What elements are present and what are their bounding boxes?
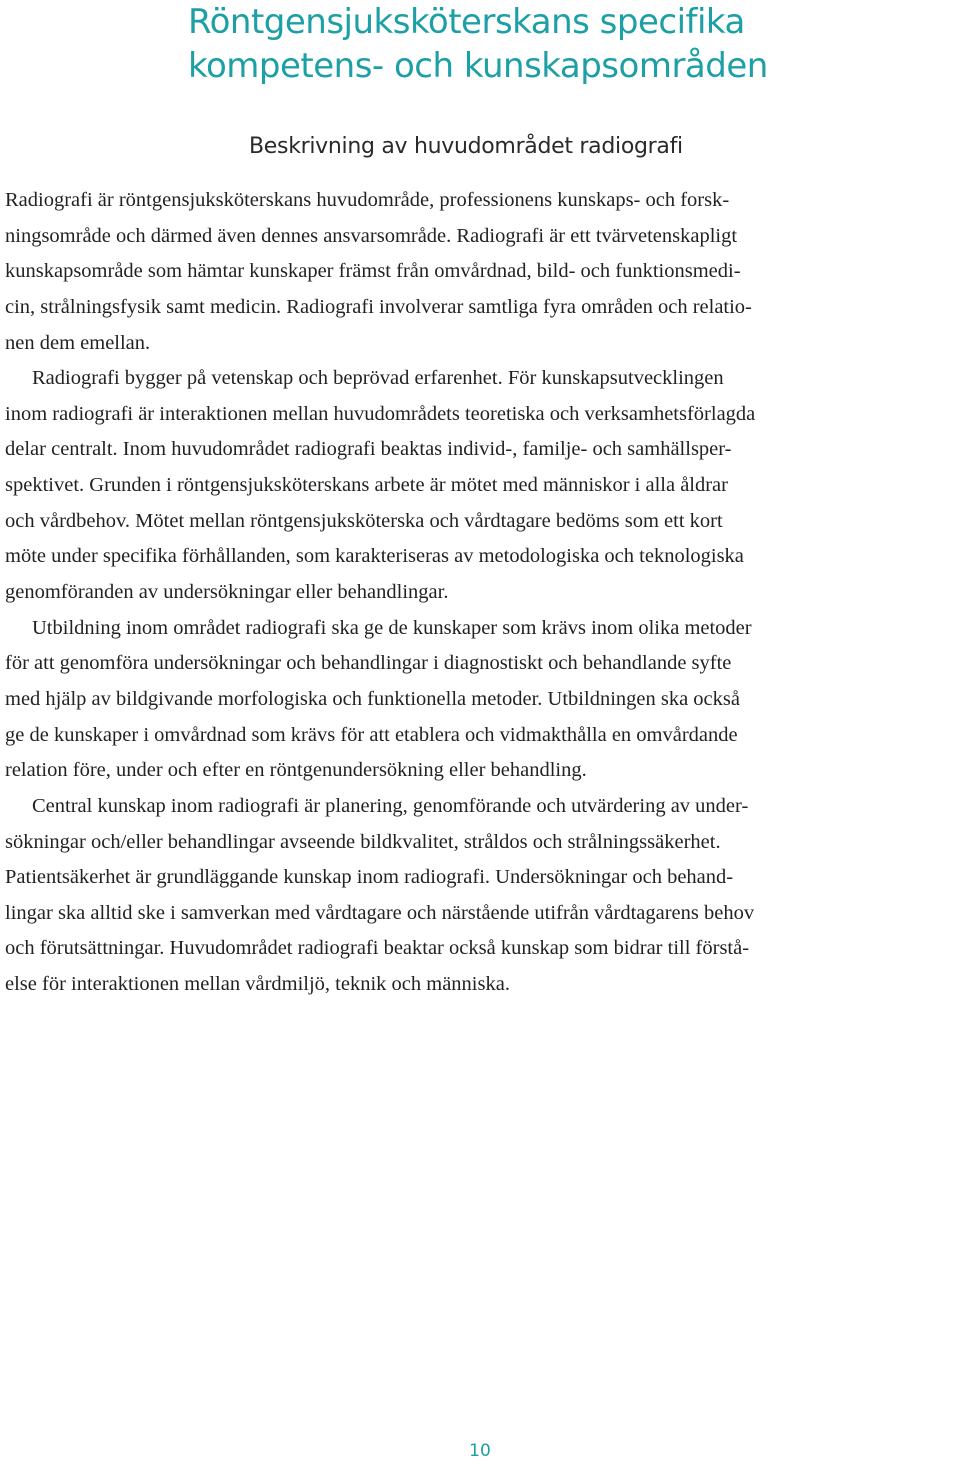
text-line: ningsområde och därmed även dennes ansvarsområde. Radiografi är ett tvärvetenskapligt: [5, 224, 738, 247]
text-line: delar centralt. Inom huvudområdet radiografi beaktas individ-, familje- och samhällsper-: [5, 438, 732, 461]
text-line: med hjälp av bildgivande morfologiska och funktionella metoder. Utbildningen ska också: [5, 687, 740, 710]
page-number: 10: [469, 1441, 491, 1461]
text-line: spektivet. Grunden i röntgensjuksköterskans arbete är mötet med människor i alla åldrar: [5, 474, 728, 497]
text-line: cin, strålningsfysik samt medicin. Radiografi involverar samtliga fyra områden och relatio-: [5, 295, 752, 318]
page-title-line-1: Röntgensjuksköterskans specifika: [188, 2, 745, 42]
text-line: lingar ska alltid ske i samverkan med vårdtagare och närstående utifrån vårdtagarens behov: [5, 901, 755, 924]
text-line: else för interaktionen mellan vårdmiljö, teknik och människa.: [5, 973, 510, 996]
text-line: nen dem emellan.: [5, 331, 151, 354]
body-text: [5, 183, 960, 1003]
text-line-paragraph-start: Utbildning inom området radiografi ska ge de kunskaper som krävs inom olika metoder: [32, 616, 752, 639]
text-line: Radiografi är röntgensjuksköterskans huvudområde, professionens kunskaps- och forsk-: [5, 189, 730, 211]
text-line: relation före, under och efter en röntgenundersökning eller behandling.: [5, 759, 587, 782]
section-heading: Beskrivning av huvudområdet radiografi: [249, 134, 683, 159]
text-line-paragraph-start: Central kunskap inom radiografi är planering, genomförande och utvärdering av under-: [32, 794, 749, 817]
text-line: kunskapsområde som hämtar kunskaper främst från omvårdnad, bild- och funktionsmedi-: [5, 260, 741, 283]
text-line-paragraph-start: Radiografi bygger på vetenskap och beprövad erfarenhet. För kunskapsutvecklingen: [32, 367, 724, 390]
text-line: för att genomföra undersökningar och behandlingar i diagnostiskt och behandlande syfte: [5, 652, 732, 675]
text-line: inom radiografi är interaktionen mellan huvudområdets teoretiska och verksamhetsförlagda: [5, 402, 756, 425]
text-line: möte under specifika förhållanden, som karakteriseras av metodologiska och teknologiska: [5, 545, 744, 568]
text-line: och vårdbehov. Mötet mellan röntgensjuksköterska och vårdtagare bedöms som ett kort: [5, 509, 723, 532]
text-line: och förutsättningar. Huvudområdet radiografi beaktar också kunskap som bidrar till förstå-: [5, 937, 750, 960]
text-line: Patientsäkerhet är grundläggande kunskap inom radiografi. Undersökningar och behand-: [5, 866, 734, 889]
page-title: [188, 0, 908, 88]
text-line: ge de kunskaper i omvårdnad som krävs för att etablera och vidmakthålla en omvårdande: [5, 723, 738, 746]
text-line: sökningar och/eller behandlingar avseende bildkvalitet, stråldos och strålningssäkerhet.: [5, 830, 721, 853]
text-line: genomföranden av undersökningar eller behandlingar.: [5, 581, 449, 604]
page-title-line-2: kompetens- och kunskapsområden: [188, 46, 768, 86]
